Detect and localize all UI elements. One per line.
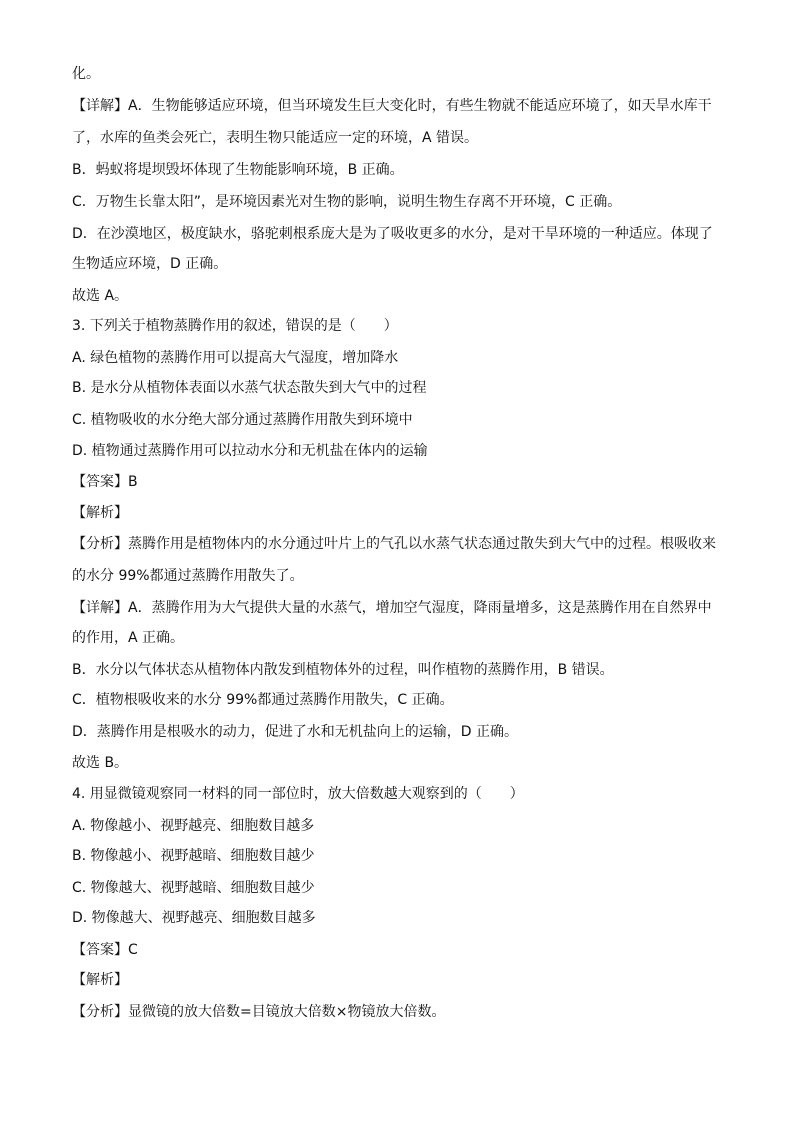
text-line: 【详解】A．蒸腾作用为大气提供大量的水蒸气，增加空气湿度，降雨量增多，这是蒸腾作用在自然界中 bbox=[72, 600, 712, 616]
text-line: C．植物根吸收来的水分 99%都通过蒸腾作用散失，C 正确。 bbox=[72, 692, 454, 708]
option-c: C. 植物吸收的水分绝大部分通过蒸腾作用散失到环境中 bbox=[72, 412, 413, 428]
analysis-label: 【解析】 bbox=[72, 505, 128, 521]
text-line: 【详解】A．生物能够适应环境，但当环境发生巨大变化时，有些生物就不能适应环境了，如天旱水库干 bbox=[72, 98, 712, 114]
question-3-stem: 3. 下列关于植物蒸腾作用的叙述，错误的是（ ） bbox=[72, 318, 398, 334]
option-c: C. 物像越大、视野越暗、细胞数目越少 bbox=[72, 880, 315, 896]
text-line: 的作用，A 正确。 bbox=[72, 630, 185, 646]
text-line: D．在沙漠地区，极度缺水，骆驼刺根系庞大是为了吸收更多的水分，是对干旱环境的一种适应。体现了 bbox=[72, 226, 713, 242]
text-line: 故选 A。 bbox=[72, 288, 129, 304]
text-line: B．水分以气体状态从植物体内散发到植物体外的过程，叫作植物的蒸腾作用，B 错误。 bbox=[72, 662, 614, 678]
option-a: A. 物像越小、视野越亮、细胞数目越多 bbox=[72, 818, 315, 834]
text-line: 故选 B。 bbox=[72, 755, 129, 771]
answer-label: 【答案】C bbox=[72, 942, 138, 958]
text-line: C．万物生长靠太阳”，是环境因素光对生物的影响，说明生物生存离不开环境，C 正确。 bbox=[72, 194, 622, 210]
option-d: D. 物像越大、视野越亮、细胞数目越多 bbox=[72, 910, 316, 926]
text-line: B．蚂蚁将堤坝毁坏体现了生物能影响环境，B 正确。 bbox=[72, 162, 404, 178]
text-line: D．蒸腾作用是根吸水的动力，促进了水和无机盐向上的运输，D 正确。 bbox=[72, 724, 519, 740]
text-line: 化。 bbox=[72, 66, 100, 82]
analysis-label: 【解析】 bbox=[72, 972, 128, 988]
text-line: 生物适应环境，D 正确。 bbox=[72, 256, 228, 272]
answer-label: 【答案】B bbox=[72, 474, 138, 490]
text-line: 【分析】蒸腾作用是植物体内的水分通过叶片上的气孔以水蒸气状态通过散失到大气中的过程。根吸收来 bbox=[72, 536, 716, 552]
text-line: 的水分 99%都通过蒸腾作用散失了。 bbox=[72, 568, 304, 584]
option-b: B. 是水分从植物体表面以水蒸气状态散失到大气中的过程 bbox=[72, 380, 427, 396]
text-line: 【分析】显微镜的放大倍数=目镜放大倍数×物镜放大倍数。 bbox=[72, 1004, 446, 1020]
option-a: A. 绿色植物的蒸腾作用可以提高大气湿度，增加降水 bbox=[72, 350, 399, 366]
option-b: B. 物像越小、视野越暗、细胞数目越少 bbox=[72, 848, 315, 864]
question-4-stem: 4. 用显微镜观察同一材料的同一部位时，放大倍数越大观察到的（ ） bbox=[72, 786, 524, 802]
option-d: D. 植物通过蒸腾作用可以拉动水分和无机盐在体内的运输 bbox=[72, 443, 428, 459]
text-line: 了，水库的鱼类会死亡，表明生物只能适应一定的环境，A 错误。 bbox=[72, 130, 479, 146]
